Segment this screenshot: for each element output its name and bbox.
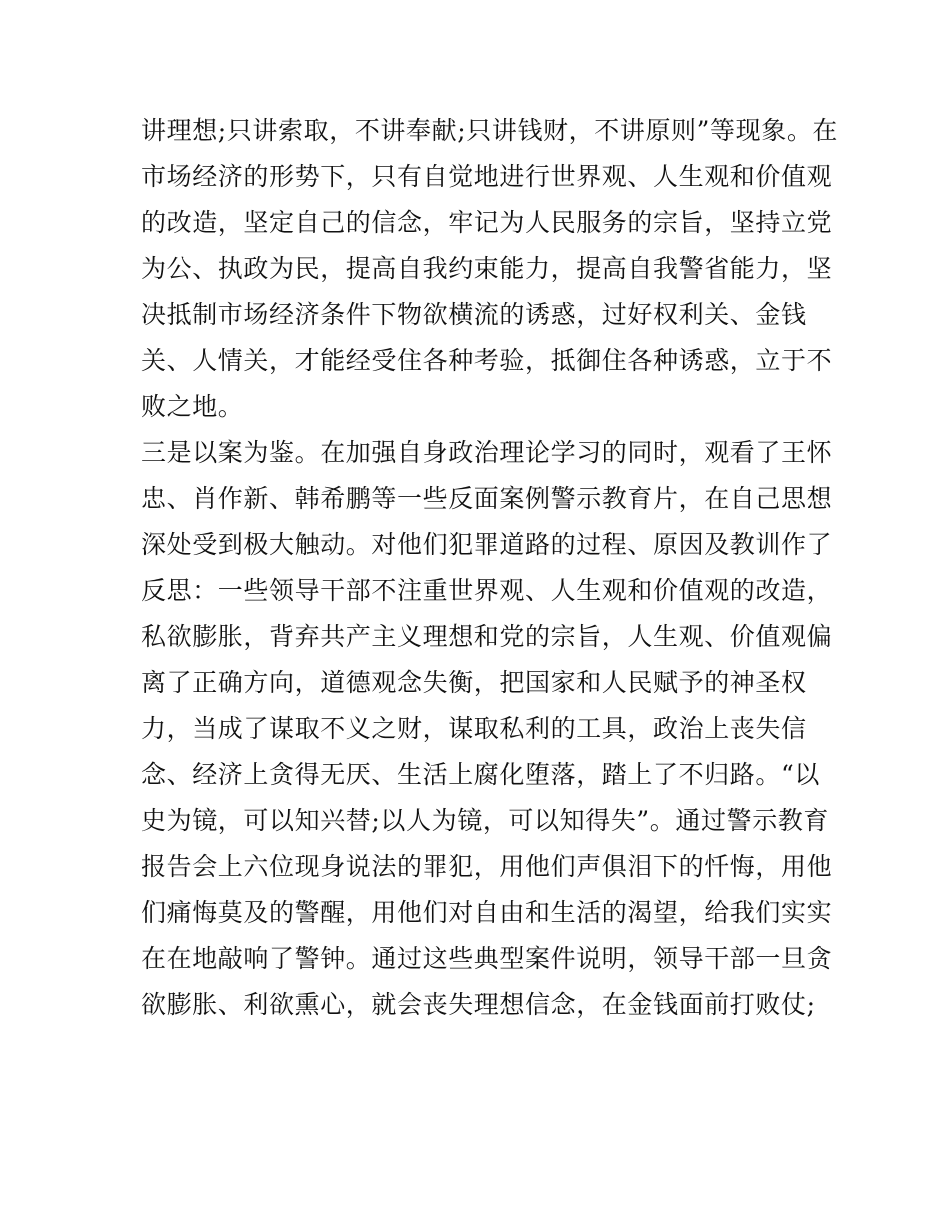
text-line: 离了正确方向，道德观念失衡，把国家和人民赋予的神圣权: [141, 668, 807, 697]
text-line: 为公、执政为民，提高自我约束能力，提高自我警省能力，坚: [141, 254, 833, 283]
text-line: 败之地。: [141, 392, 244, 421]
text-line: 报告会上六位现身说法的罪犯，用他们声俱泪下的忏悔，用他: [141, 852, 833, 881]
body-text: [141, 108, 839, 1028]
text-line: 在在地敲响了警钟。通过这些典型案件说明，领导干部一旦贪: [141, 944, 833, 973]
text-line: 关、人情关，才能经受住各种考验，抵御住各种诱惑，立于不: [141, 346, 833, 375]
text-line: 力，当成了谋取不义之财，谋取私利的工具，政治上丧失信: [141, 714, 807, 743]
text-line: 反思：一些领导干部不注重世界观、人生观和价值观的改造，: [141, 576, 833, 605]
text-line: 们痛悔莫及的警醒，用他们对自由和生活的渴望，给我们实实: [141, 898, 833, 927]
text-line: 忠、肖作新、韩希鹏等一些反面案例警示教育片，在自己思想: [141, 484, 833, 513]
text-line: 市场经济的形势下，只有自觉地进行世界观、人生观和价值观: [141, 162, 833, 191]
paragraph-start-line: 三是以案为鉴。在加强自身政治理论学习的同时，观看了王怀: [141, 438, 833, 467]
text-line: 欲膨胀、利欲熏心，就会丧失理想信念，在金钱面前打败仗;: [141, 990, 816, 1019]
text-line: 深处受到极大触动。对他们犯罪道路的过程、原因及教训作了: [141, 530, 833, 559]
text-line: 史为镜，可以知兴替;以人为镜，可以知得失”。通过警示教育: [141, 806, 830, 835]
text-line: 讲理想;只讲索取，不讲奉献;只讲钱财，不讲原则”等现象。在: [141, 116, 839, 145]
text-line: 私欲膨胀，背弃共产主义理想和党的宗旨，人生观、价值观偏: [141, 622, 833, 651]
text-line: 的改造，坚定自己的信念，牢记为人民服务的宗旨，坚持立党: [141, 208, 833, 237]
text-line: 念、经济上贪得无厌、生活上腐化堕落，踏上了不归路。“以: [141, 760, 820, 789]
text-line: 决抵制市场经济条件下物欲横流的诱惑，过好权利关、金钱: [141, 300, 807, 329]
